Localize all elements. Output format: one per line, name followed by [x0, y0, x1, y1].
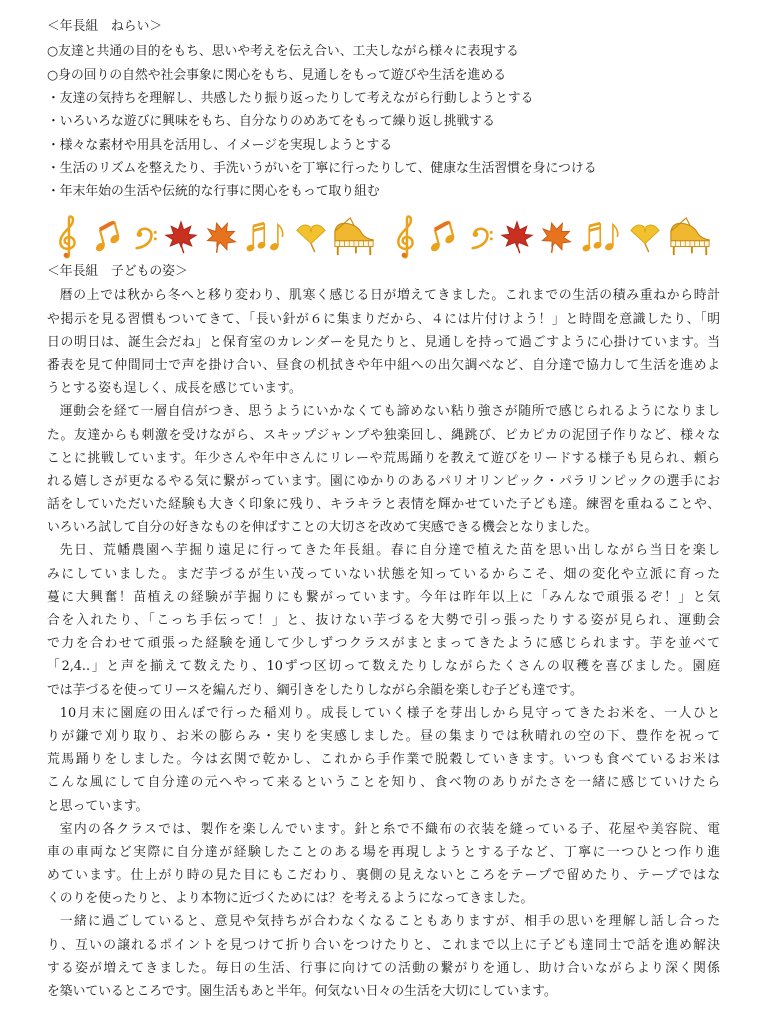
goal-item: ○友達と共通の目的をもち、思いや考えを伝え合い、工夫しながら様々に表現する: [47, 44, 519, 60]
paragraph-potato-digging: [47, 539, 720, 701]
paragraph-line: 先日、荒幡農園へ芋掘り遠足に行ってきた年長組。春に自分達で植えた苗を思い出しながら当日を楽し: [59, 543, 720, 559]
paragraph-line: くのりを使ったりと、より本物に近づくためには？を考えるようになってきました。: [47, 891, 534, 907]
paragraph-line: れる嬉しさが更なるやる気に繋がっています。園にゆかりのあるパリオリンピック・パラリンピックの選手にお: [47, 473, 720, 489]
paragraph-line: する姿が増えてきました。毎日の生活、行事に向けての活動の繋がりを通し、助け合いながらより深く関係: [47, 960, 720, 976]
sixteenth-notes-icon: [246, 223, 266, 252]
paragraph-line: いろいろ試して自分の好きなものを伸ばすことの大切さを改めて実感できる機会となりました。: [47, 520, 598, 536]
paragraph-daily-routines: [47, 284, 720, 400]
decorative-border: [0, 211, 772, 263]
children-report: [47, 284, 720, 1003]
paragraph-line: と思っています。: [47, 798, 149, 814]
paragraph-line: みにしていました。まだ芋づるが生い茂っていない状態を知っているからこそ、畑の変化や立派に育った: [47, 566, 720, 582]
paragraph-line: りが鎌で刈り取り、お米の膨らみ・実りを実感しました。昼の集まりでは秋晴れの空の下、豊作を祝って: [47, 728, 720, 744]
paragraph-line: 暦の上では秋から冬へと移り変わり、肌寒く感じる日が増えてきました。これまでの生活の積み重ねから時計: [59, 288, 720, 304]
paragraph-line: 10月末に園庭の田んぼで行った稲刈り。成長していく様子を芽出しから見守ってきたお米を、一人ひと: [59, 705, 720, 721]
paragraph-line: 荒馬踊りをしました。今は玄関で乾かし、これから手作業で脱穀していきます。いつも食べているお米は: [47, 752, 720, 768]
sixteenth-notes-icon: [582, 223, 602, 252]
paragraph-line: や掲示を見る習慣もついてきて、「長い針が６に集まりだから、４には片付けよう！」と時間を意識したり、「明: [47, 311, 720, 327]
paragraph-line: り、互いの譲れるポイントを見つけて折り合いをつけたりと、これまで以上に子ども達同士で話を進め解決: [47, 937, 720, 953]
paragraph-line: めています。仕上がり時の見た目にもこだわり、裏側の見えないところをテープで留めたり、テープではな: [47, 868, 720, 884]
paragraph-line: 「2,4..」と声を揃えて数えたり、10ずつ区切って数えたりしながらたくさんの収穫を喜びました。園庭: [47, 659, 720, 675]
paragraph-line: 車の車両など実際に自分達が経験したことのある場を再現しようとする子など、丁寧に一つひとつ作り進: [47, 844, 720, 860]
paragraph-relationships: [47, 910, 720, 1003]
paragraph-line: 合を入れたり、「こっち手伝って！」と、抜けない芋づるを大勢で引っ張ったりする姿が見られ、運動会: [47, 613, 720, 629]
orange-maple-leaf-icon: [200, 217, 241, 258]
paragraph-line: ことに挑戦しています。年少さんや年中さんにリレーや荒馬踊りを教えて遊びをリードする様子も見られ、頼ら: [47, 450, 720, 466]
grand-piano-icon: [671, 218, 709, 255]
paragraph-sports-day: [47, 400, 720, 539]
ginkgo-leaf-icon: [297, 225, 325, 252]
goal-item: ・年末年始の生活や伝統的な行事に関心をもって取り組む: [47, 184, 380, 200]
goals-heading: ＜年長組 ねらい＞: [47, 19, 163, 34]
paragraph-line: 番表を見て仲間同士で声を掛け合い、昼食の机拭きや年中組への出欠調べなど、自分達で協力して生活を進めよ: [47, 357, 720, 373]
orange-maple-leaf-icon: [535, 217, 576, 258]
paragraph-line: こんな風にして自分達の元へやって来るということを知り、食べ物のありがたさを一緒に感じていけたら: [47, 775, 720, 791]
eighth-note-icon: [604, 225, 617, 252]
paragraph-line: 日の明日は、誕生会だね」と保育室のカレンダーを見たりと、見通しを持って過ごすように心掛けています。当: [47, 334, 720, 350]
paragraph-line: を築いているところです。園生活もあと半年。何気ない日々の生活を大切にしています。: [47, 984, 557, 1000]
bass-clef-icon: [473, 229, 493, 248]
children-heading: ＜年長組 子どもの姿＞: [47, 263, 188, 279]
paragraph-line: 一緒に過ごしていると、意見や気持ちが合わなくなることもありますが、相手の思いを理解し話し合った: [59, 914, 720, 930]
paragraph-line: うとする姿も逞しく、成長を感じています。: [47, 381, 302, 397]
paragraph-line: では芋づるを使ってリースを編んだり、綱引きをしたりしながら余韻を楽しむ子ども達です。: [47, 682, 583, 698]
eighth-note-icon: [269, 225, 282, 252]
goal-item: ・生活のリズムを整えたり、手洗いうがいを丁寧に行ったりして、健康な生活習慣を身につける: [47, 161, 597, 177]
goal-item: ○身の回りの自然や社会事象に関心をもち、見通しをもって遊びや生活を進める: [47, 67, 507, 83]
paragraph-line: で力を合わせて頑張った経験を通して少しずつクラスがまとまってきたように感じられます。芋を並べて: [47, 636, 720, 652]
goal-item: ・いろいろな遊びに興味をもち、自分なりのめあてをもって繰り返し挑戦する: [47, 114, 495, 130]
paragraph-line: 室内の各クラスでは、製作を楽しんでいます。針と糸で不織布の衣装を縫っている子、花屋や美容院、電: [59, 821, 720, 837]
goal-item: ・友達の気持ちを理解し、共感したり振り返ったりして考えながら行動しようとする: [47, 90, 534, 106]
red-maple-leaf-icon: [166, 222, 197, 254]
red-maple-leaf-icon: [502, 222, 533, 254]
paragraph-rice-harvest: [47, 702, 720, 818]
beamed-notes-icon: [424, 221, 458, 254]
paragraph-line: た。友達からも刺激を受けながら、スキップジャンプや独楽回し、縄跳び、ピカピカの泥団子作りなど、様々な: [47, 427, 720, 443]
treble-clef-icon: [60, 216, 74, 257]
beamed-notes-icon: [89, 221, 123, 254]
grand-piano-icon: [335, 218, 373, 255]
paragraph-crafts: [47, 818, 720, 911]
goal-item: ・様々な素材や用具を活用し、イメージを実現しようとする: [47, 137, 393, 153]
ginkgo-leaf-icon: [631, 225, 659, 252]
goals-list: [47, 40, 597, 203]
bass-clef-icon: [137, 229, 157, 248]
treble-clef-icon: [398, 216, 412, 257]
paragraph-line: 話をしていただいた経験も大きく印象に残り、キラキラと表情を輝かせていた子ども達。練習を重ねることや、: [47, 497, 720, 513]
paragraph-line: 運動会を経て一層自信がつき、思うようにいかなくても諦めない粘り強さが随所で感じられるようになりまし: [59, 404, 720, 420]
paragraph-line: 蔓に大興奮！苗植えの経験が芋掘りにも繋がっています。今年は昨年以上に「みんなで頑張るぞ！」と気: [47, 589, 720, 605]
